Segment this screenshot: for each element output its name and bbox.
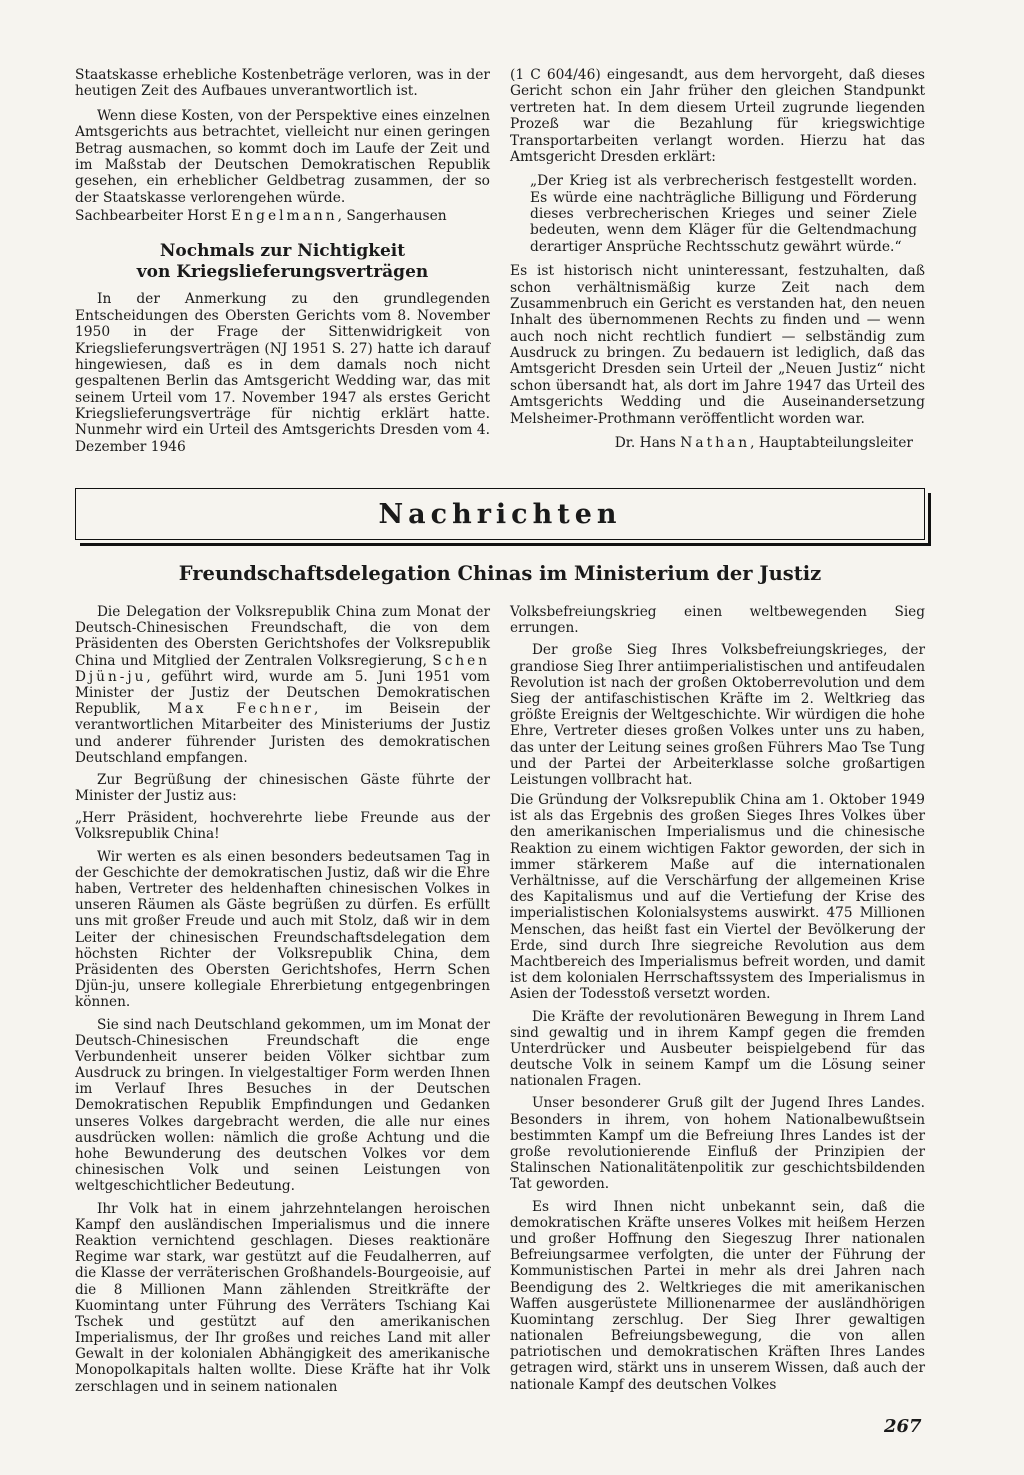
signature-name: Nathan <box>680 434 751 451</box>
paragraph: Wir werten es als einen besonders bedeutsamen Tag in der Geschichte der demokratischen Justiz, daß wir die Ehre haben, Vertreter des heldenhaften chinesischen Volkes in unseren Räumen als Gäste begrüßen zu dürfen. Es erfüllt uns mit großer Freude und auch mit Stolz, daß wir in dem Leiter der chinesischen Freundschaftsdelegation dem höchsten Richter der Volksrepublik China, dem Präsidenten des Obersten Gerichtshofes, Herrn Schen Djün-ju, unsere kollegiale Ehrerbietung entgegenbringen können. <box>75 848 490 1011</box>
section-title: Nachrichten <box>378 499 622 530</box>
article-title: Freundschaftsdelegation Chinas im Ministerium der Justiz <box>178 562 822 585</box>
signature-suffix: , Sangerhausen <box>337 208 447 224</box>
text-run: , im Beisein der verantwortlichen Mitarbeiter des Ministeriums der Justiz und anderer führender Juristen des demokratischen Deutschland empfangen. <box>75 701 490 766</box>
paragraph: Unser besonderer Gruß gilt der Jugend Ihres Landes. Besonders in ihrem, von hohem Nationalbewußtsein bestimmten Kampf um die Befreiung Ihres Landes ist der große revolutionierende Einfluß der Prinzipien der Stalinschen Nationalitätenpolitik zur geschichtsbildenden Tat geworden. <box>510 1095 925 1193</box>
paragraph: Der große Sieg Ihres Volksbefreiungskrieges, der grandiose Sieg Ihrer antiimperialistischen und antifeudalen Revolution ist nach der großen Oktoberrevolution und dem Sieg der antifaschistischen Kräfte im 2. Weltkrieg das größte Ereignis der Weltgeschichte. Wir würdigen die hohe Ehre, Vertreter dieses großen Volkes unter uns zu haben, das unter der Leitung seines großen Führers Mao Tse Tung und der Partei der Arbeiterklasse solche großartigen Leistungen vollbracht hat. <box>510 642 925 788</box>
paragraph: In der Anmerkung zu den grundlegenden Entscheidungen des Obersten Gerichts vom 8. November 1950 in der Frage der Sittenwidrigkeit von Kriegslieferungsverträgen (NJ 1951 S. 27) hatte ich darauf hingewiesen, daß es in dem damals noch nicht gespaltenen Berlin das Amtsgericht Wedding war, das mit seinem Urteil vom 17. November 1947 als erstes Gericht Kriegslieferungsverträge für nichtig erklärt hatte. Nunmehr wird ein Urteil des Amtsgerichts Dresden vom 4. Dezember 1946 <box>75 291 490 455</box>
paragraph: Wenn diese Kosten, von der Perspektive eines einzelnen Amtsgerichts aus betrachtet, vielleicht nur einen geringen Betrag ausmachen, so kommt doch im Laufe der Zeit und im Maßstab der Deutschen Demokratischen Republik gesehen, ein erheblicher Geldbetrag zusammen, der so der Staatskasse verlorengehen würde. <box>75 107 490 206</box>
article-title-line: Nochmals zur Nichtigkeit <box>159 241 406 262</box>
signature-name: Engelmann <box>231 208 338 224</box>
person-name: Schen Djün-ju <box>75 652 490 685</box>
article-title-line: von Kriegslieferungsverträgen <box>136 262 429 283</box>
text-run: , geführt wird, wurde am 5. Juni 1951 vom Minister der Justiz der Deutschen Demokratischen Republik, <box>75 668 490 718</box>
bottom-right-column <box>510 604 925 1393</box>
paragraph: Die Kräfte der revolutionären Bewegung in Ihrem Land sind gewaltig und in ihrem Kampf gegen die fremden Unterdrücker und Ausbeuter beispielgebend für das deutsche Volk in seinem Kampf um die Lösung seiner nationalen Fragen. <box>510 1008 925 1090</box>
signature <box>75 208 490 224</box>
text-run: Die Delegation der Volksrepublik China zum Monat der Deutsch-Chinesischen Freundschaft, die von dem Präsidenten des Obersten Gerichtshofes der Volksrepublik China und Mitglied der Zentralen Volksregierung, <box>75 604 490 669</box>
paragraph: Es wird Ihnen nicht unbekannt sein, daß die demokratischen Kräfte unseres Volkes mit heißem Herzen und großer Hoffnung den Siegeszug Ihrer nationalen Befreiungsarmee verfolgten, die unter der Führung der Kommunistischen Partei in mehr als drei Jahren nach Beendigung des 2. Weltkrieges die mit amerikanischen Waffen ausgerüstete Millionenarmee der ausländhörigen Kuomintang zerschlug. Der Sieg Ihrer gewaltigen nationalen Befreiungsbewegung, die von allen patriotischen und demokratischen Kräften Ihres Landes getragen wird, stärkt uns in unserem Wissen, daß auch der nationale Kampf des deutschen Volkes <box>510 1198 925 1393</box>
signature-prefix: Sachbearbeiter Horst <box>75 208 232 224</box>
signature <box>510 435 925 451</box>
bottom-left-column <box>75 604 490 1395</box>
article-heading <box>75 241 490 283</box>
paragraph: Zur Begrüßung der chinesischen Gäste führte der Minister der Justiz aus: <box>75 771 490 805</box>
signature-prefix: Dr. Hans <box>614 434 681 451</box>
paragraph: Ihr Volk hat in einem jahrzehntelangen heroischen Kampf den ausländischen Imperialismus und die innere Reaktion vernichtend geschlagen. Dieses reaktionäre Regime war stark, war gestützt auf die Feudalherren, auf die Klasse der verräterischen Großhandels-Bourgeoisie, auf die 8 Millionen Mann zählenden Streitkräfte der Kuomintang unter Führung des Verräters Tschiang Kai Tschek und gestützt auf den amerikanischen Imperialismus, der Ihr großes und reiches Land mit aller Gewalt in der kolonialen Abhängigkeit des amerikanische Monopolkapitals halten wollte. Diese Kräfte hat ihr Volk zerschlagen und in seinem nationalen <box>75 1200 490 1395</box>
paragraph: Es ist historisch nicht uninteressant, festzuhalten, daß schon verhältnismäßig kurze Zeit nach dem Zusammenbruch ein Gericht es verstanden hat, den neuen Inhalt des übernommenen Rechts zu finden und — wenn auch noch nicht rechtlich fundiert — selbständig zum Ausdruck zu bringen. Zu bedauern ist lediglich, daß das Amtsgericht Dresden sein Urteil der „Neuen Justiz“ nicht schon übersandt hat, als dort im Jahre 1947 das Urteil des Amtsgerichts Wedding und die Auseinandersetzung Melsheimer-Prothmann veröffentlicht worden war. <box>510 263 925 427</box>
person-name: Max Fechner <box>167 701 314 718</box>
paragraph: (1 C 604/46) eingesandt, aus dem hervorgeht, daß dieses Gericht schon ein Jahr früher den gleichen Standpunkt vertreten hat. In dem diesem Urteil zugrunde liegenden Prozeß war die Bezahlung für kriegswichtige Transportarbeiten verlangt worden. Hierzu hat das Amtsgericht Dresden erklärt: <box>510 67 925 165</box>
page-number: 267 <box>884 1416 922 1437</box>
paragraph: Volksbefreiungskrieg einen weltbewegenden Sieg errungen. <box>510 604 925 637</box>
quotation: „Der Krieg ist als verbrecherisch festgestellt worden. Es würde eine nachträgliche Billigung und Förderung dieses verbrecherischen Krieges und seiner Ziele bedeuten, wenn dem Kläger für die Geltendmachung derartiger Ansprüche Rechtsschutz gewährt würde.“ <box>530 173 917 255</box>
signature-suffix: , Hauptabteilungsleiter <box>750 434 913 451</box>
paragraph <box>75 604 490 766</box>
paragraph: „Herr Präsident, hochverehrte liebe Freunde aus der Volksrepublik China! <box>75 810 490 843</box>
paragraph: Sie sind nach Deutschland gekommen, um im Monat der Deutsch-Chinesischen Freundschaft die enge Verbundenheit unserer beiden Völker sichtbar zum Ausdruck zu bringen. In vielgestaltiger Form werden Ihnen im Verlauf Ihres Besuches in der Deutschen Demokratischen Republik Empfindungen und Gedanken unseres Volkes dargebracht werden, die alle nur eines ausdrücken wollen: nämlich die große Achtung und die hohe Bewunderung des deutschen Volkes vor dem chinesischen Volk und seinen Leistungen von weltgeschichtlicher Bedeutung. <box>75 1016 490 1195</box>
top-right-column <box>510 67 925 451</box>
section-banner <box>75 488 925 540</box>
top-left-column <box>75 67 490 455</box>
paragraph: Staatskasse erhebliche Kostenbeträge verloren, was in der heutigen Zeit des Aufbaues unverantwortlich ist. <box>75 67 490 100</box>
paragraph: Die Gründung der Volksrepublik China am 1. Oktober 1949 ist als das Ergebnis des großen Sieges Ihres Volkes über den amerikanischen Imperialismus und die chinesische Reaktion zu einem wichtigen Faktor geworden, der sich in immer stärkerem Maße auf die internationalen Verhältnisse, auf die Verschärfung der allgemeinen Krise des Kapitalismus und auf die Vertiefung der Krise des imperialistischen Kolonialsystems auswirkt. 475 Millionen Menschen, das heißt fast ein Viertel der Bevölkerung der Erde, sind durch Ihre siegreiche Revolution aus dem Machtbereich des Imperialismus befreit worden, und damit ist dem kolonialen Herrschaftssystem des Imperialismus in Asien der Todesstoß versetzt worden. <box>510 792 925 1003</box>
